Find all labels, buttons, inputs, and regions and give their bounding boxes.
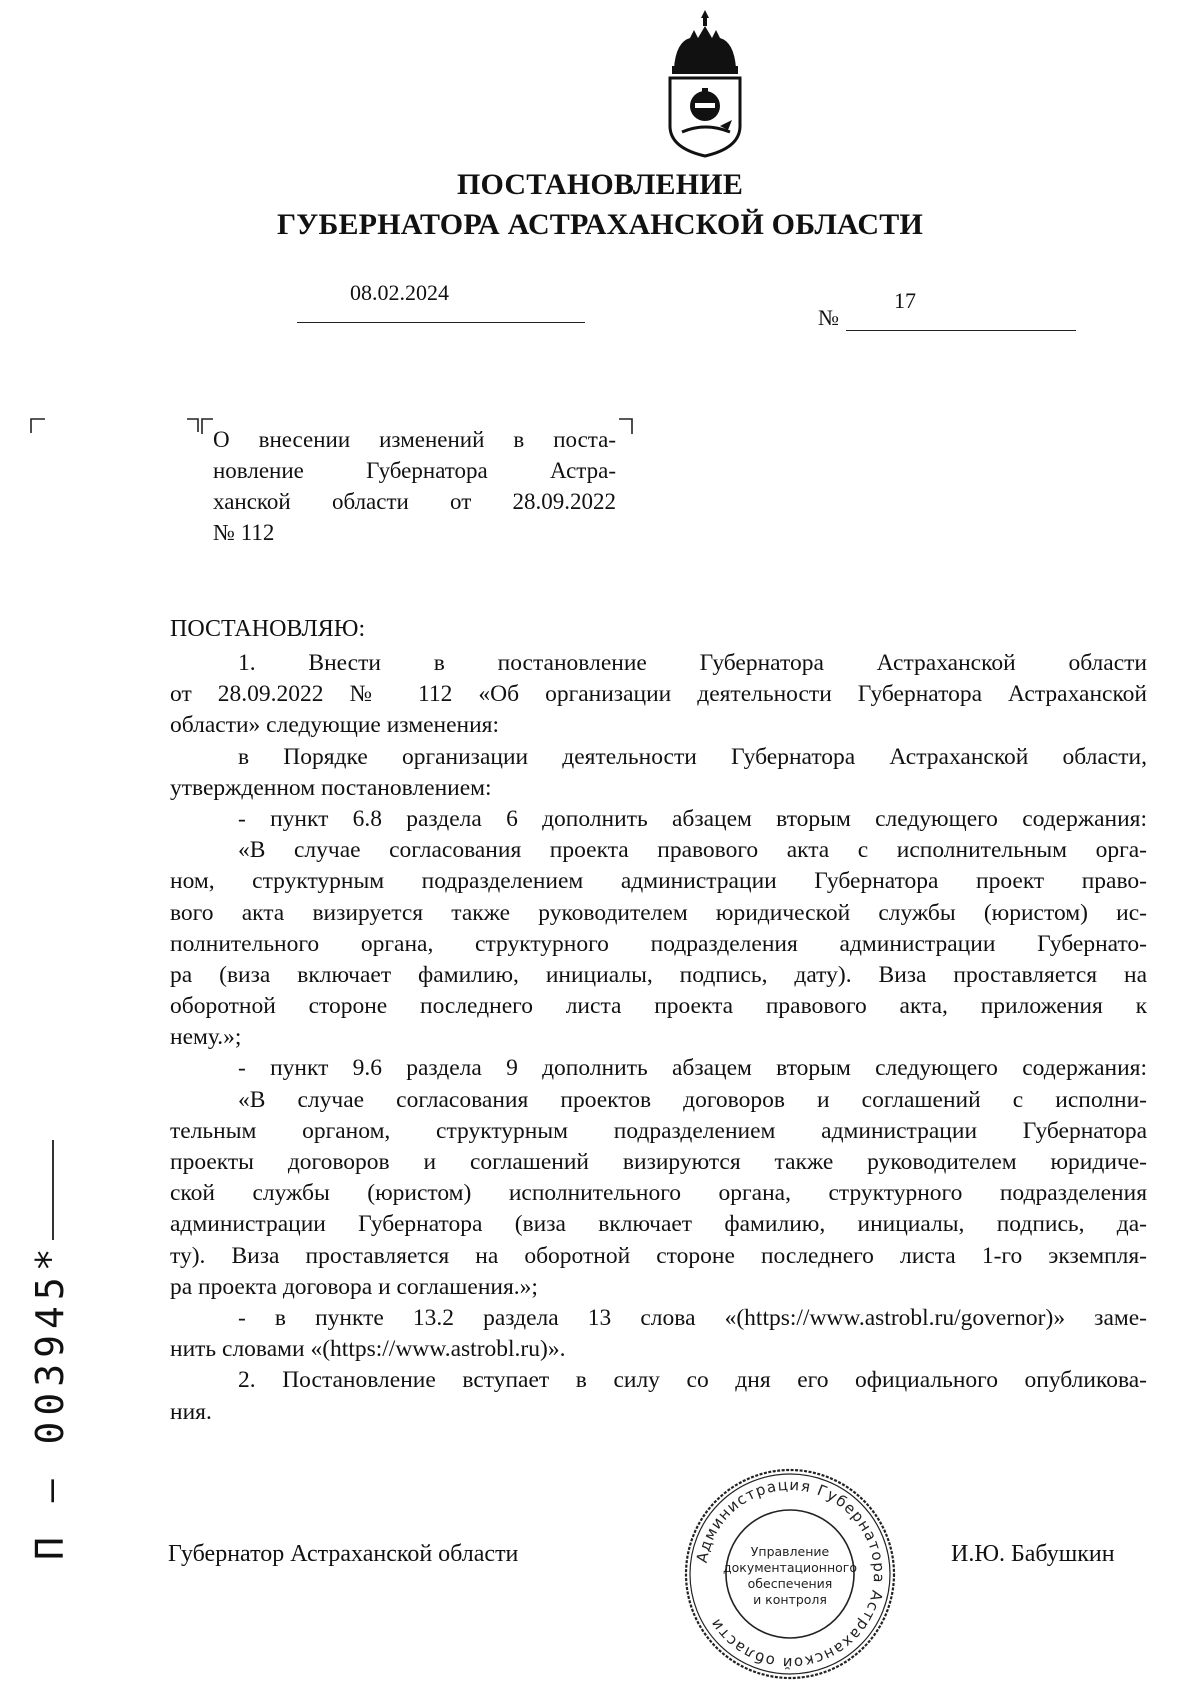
body-line: ра (виза включает фамилию, инициалы, подпись, дату). Виза проставляется на — [170, 961, 1147, 988]
signatory-position: Губернатор Астраханской области — [168, 1541, 519, 1567]
document-title: ПОСТАНОВЛЕНИЕ — [456, 168, 744, 201]
body-line: области» следующие изменения: — [170, 712, 500, 739]
subject-line: новление Губернатора Астра- — [213, 458, 616, 483]
subject-line: О внесении изменений в поста- — [213, 427, 616, 452]
body-line: проекты договоров и соглашений визируются также руководителем юридиче- — [170, 1149, 1147, 1175]
subject-line: № 112 — [213, 520, 275, 545]
body-line: ния. — [170, 1398, 212, 1425]
number-underline — [846, 330, 1076, 331]
body-line: тельным органом, структурным подразделением администрации Губернатора — [170, 1117, 1147, 1144]
stamp-center-line: Управление — [750, 1544, 830, 1559]
body-line: оборотной стороне последнего листа проекта правового акта, приложения к — [170, 993, 1147, 1020]
number-sign: № — [818, 305, 839, 330]
body-line: - пункт 9.6 раздела 9 дополнить абзацем вторым следующего содержания: — [238, 1055, 1147, 1082]
side-vertical-line — [52, 1140, 54, 1240]
body-line: в Порядке организации деятельности Губернатора Астраханской области, — [238, 743, 1147, 770]
stamp-center-line: и контроля — [753, 1592, 827, 1607]
coat-of-arms-emblem — [660, 8, 750, 158]
subject-line: ханской области от 28.09.2022 — [213, 489, 616, 514]
body-line: 2. Постановление вступает в силу со дня его официального опубликова- — [238, 1367, 1147, 1394]
body-line: - в пункте 13.2 раздела 13 слова «(https://www.astrobl.ru/governor)» заме- — [238, 1304, 1147, 1331]
document-date: 08.02.2024 — [350, 280, 449, 305]
body-line: ту). Виза проставляется на оборотной стороне последнего листа 1-го экземпля- — [170, 1242, 1147, 1269]
official-stamp — [680, 1464, 900, 1684]
stamp-center-line: обеспечения — [747, 1576, 833, 1591]
document-body — [170, 648, 1147, 1428]
document-subject — [213, 424, 616, 548]
body-line: утвержденном постановлением: — [170, 774, 492, 801]
subject-corner-mark-left — [186, 418, 214, 436]
body-line: от 28.09.2022 № 112 «Об организации деятельности Губернатора Астраханской — [170, 681, 1147, 708]
stamp-ring-text: Администрация Губернатора Астраханской области — [692, 1475, 889, 1673]
body-line: вого акта визируется также руководителем юридической службы (юристом) ис- — [170, 899, 1147, 926]
body-line: нить словами «(https://www.astrobl.ru)». — [170, 1336, 566, 1363]
body-line: нему.»; — [170, 1024, 242, 1051]
subject-corner-mark-right — [618, 418, 634, 436]
side-code-text: П – 003945* — [28, 1242, 72, 1560]
decree-heading: ПОСТАНОВЛЯЮ: — [170, 616, 366, 642]
left-margin-corner-mark — [30, 418, 46, 434]
body-line: ном, структурным подразделением администрации Губернатора проект право- — [170, 868, 1147, 895]
date-underline — [297, 322, 585, 323]
body-line: ской службы (юристом) исполнительного органа, структурного подразделения — [170, 1180, 1147, 1207]
body-line: администрации Губернатора (виза включает фамилию, инициалы, подпись, да- — [170, 1211, 1147, 1238]
body-line: «В случае согласования проекта правового акта с исполнительным орга- — [238, 837, 1147, 864]
body-line: «В случае согласования проектов договоров и соглашений с исполни- — [238, 1086, 1147, 1113]
body-line: полнительного органа, структурного подразделения администрации Губернато- — [170, 930, 1147, 957]
document-number: 17 — [894, 288, 916, 313]
body-line: ра проекта договора и соглашения.»; — [170, 1273, 538, 1300]
body-line: - пункт 6.8 раздела 6 дополнить абзацем вторым следующего содержания: — [238, 805, 1147, 832]
document-issuer: ГУБЕРНАТОРА АСТРАХАНСКОЙ ОБЛАСТИ — [276, 208, 924, 241]
body-line: 1. Внести в постановление Губернатора Астраханской области — [238, 650, 1147, 676]
signatory-name: И.Ю. Бабушкин — [951, 1541, 1115, 1567]
stamp-center-line: документационного — [723, 1560, 857, 1575]
